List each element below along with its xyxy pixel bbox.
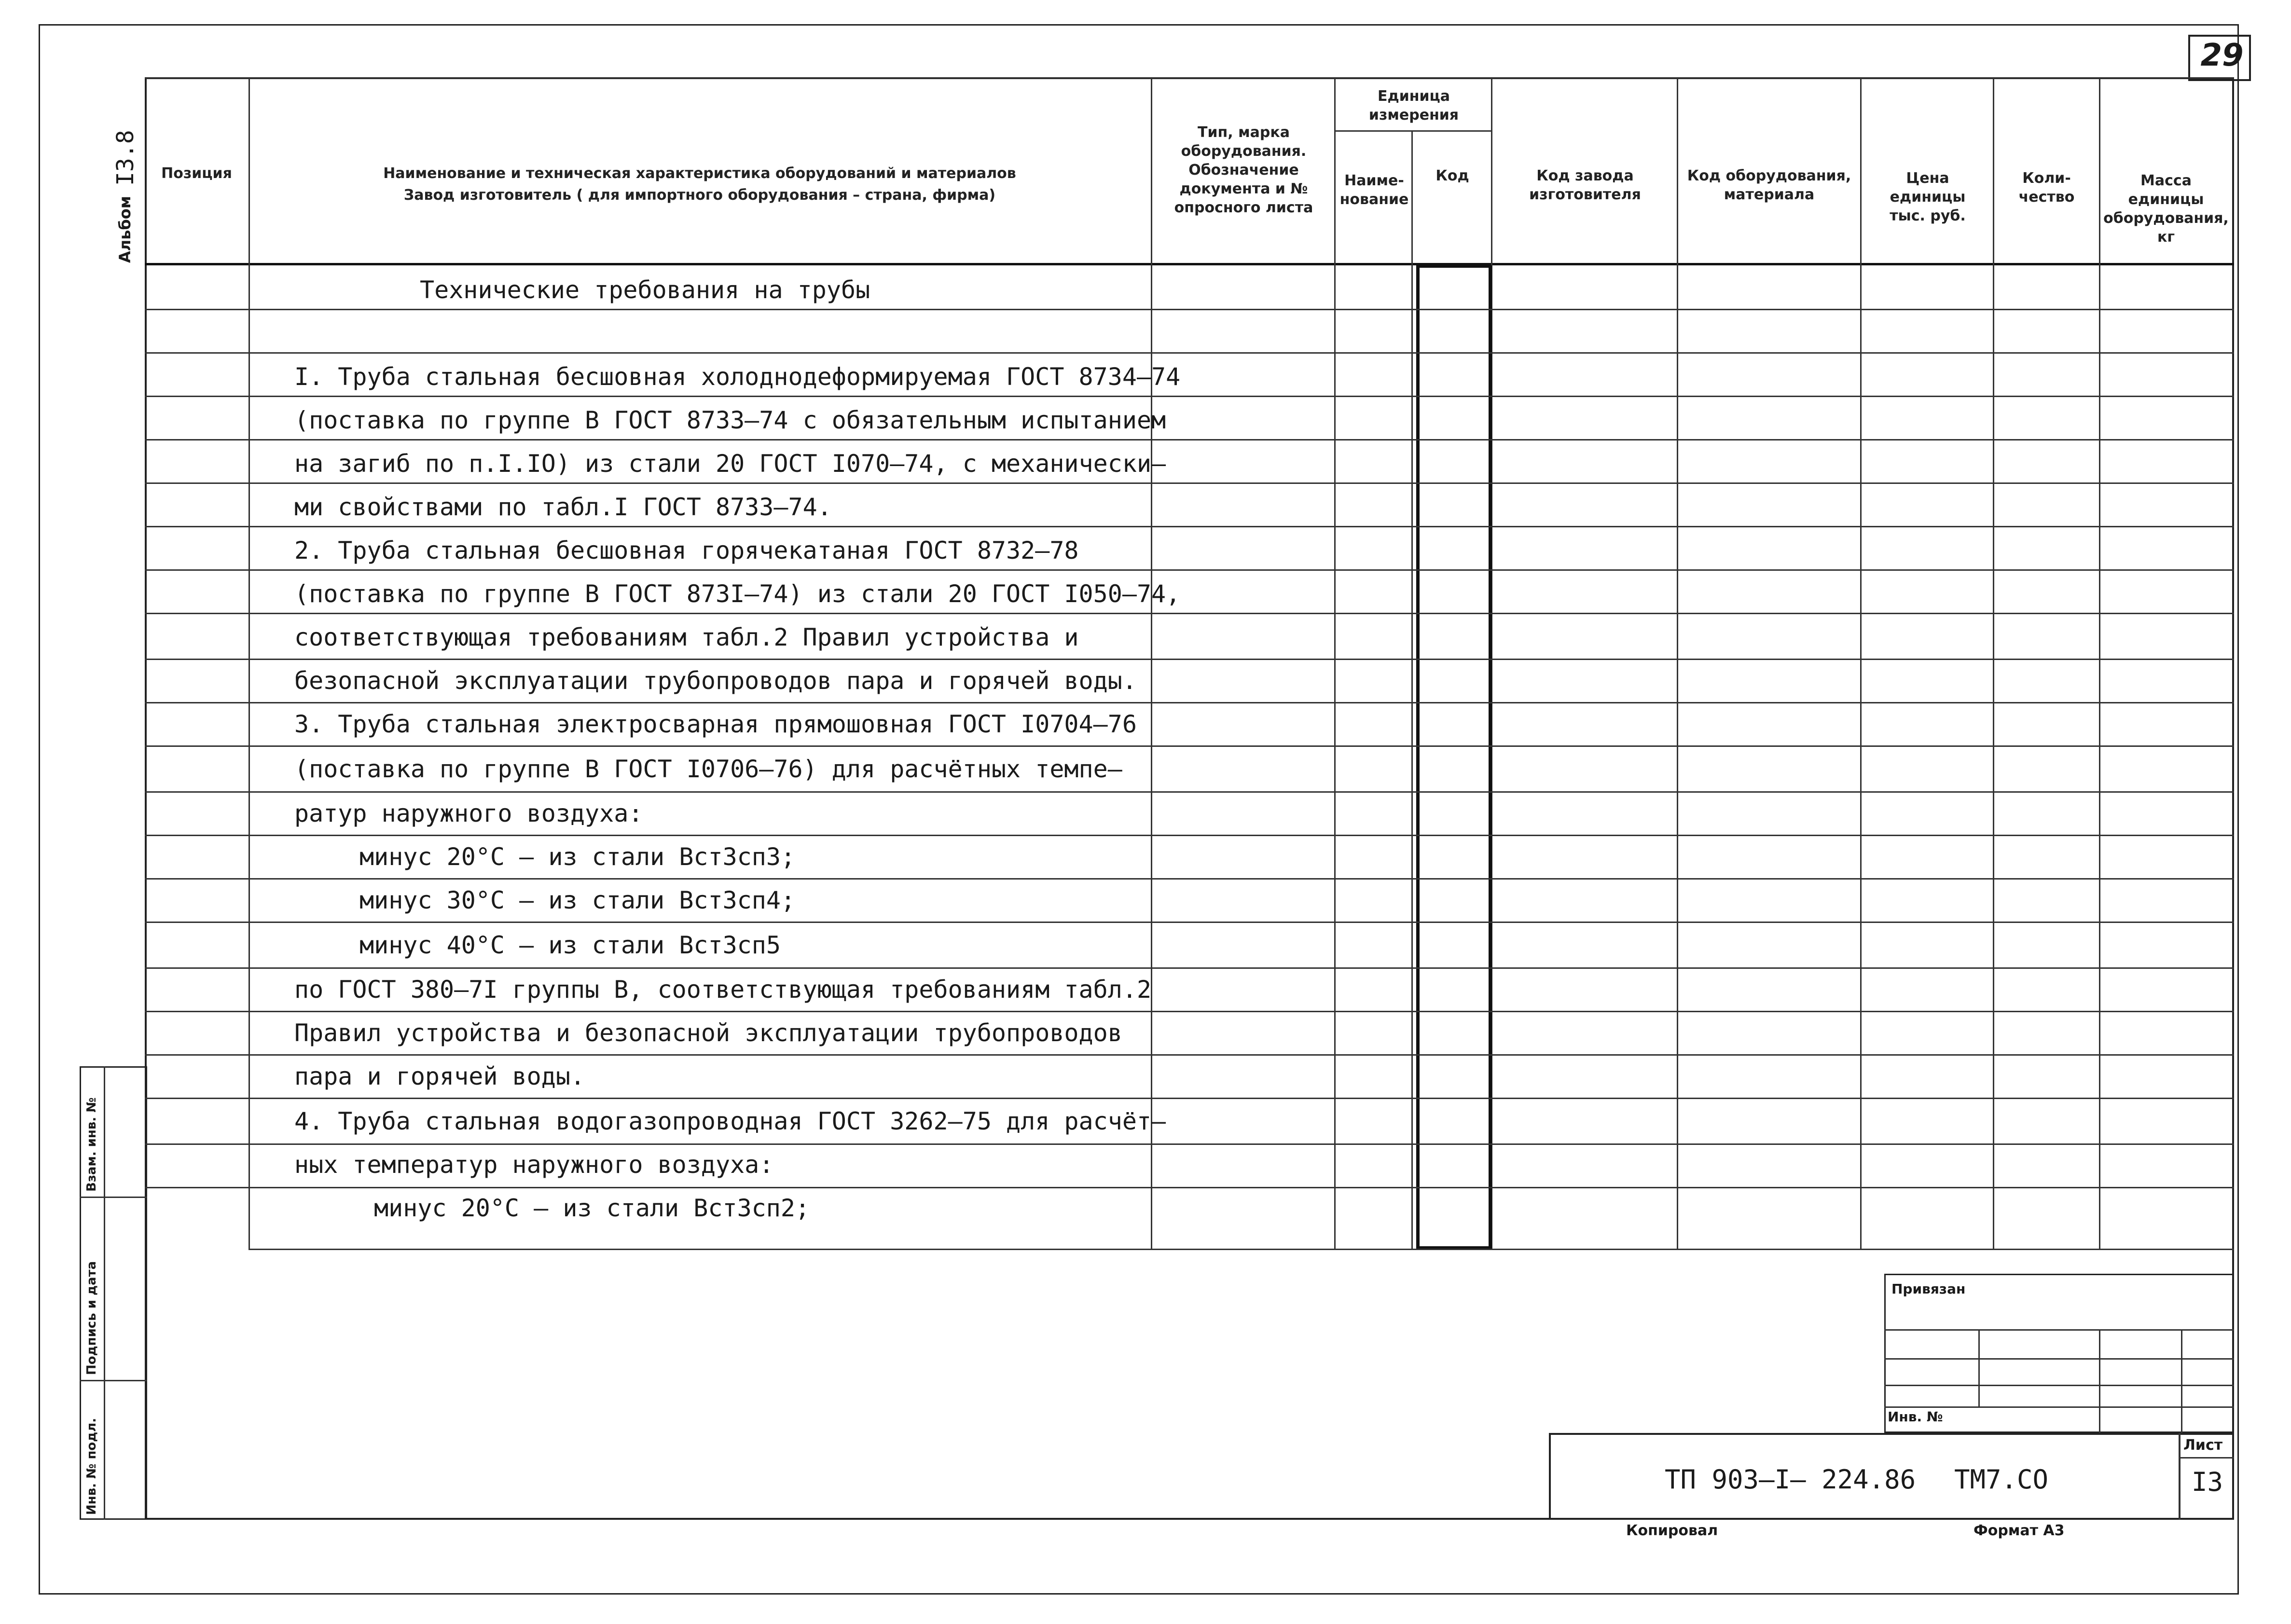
col-line (1860, 77, 1862, 1250)
inv-no-label: Инв. № (1888, 1409, 1943, 1425)
col-line (1411, 130, 1413, 1250)
header-type-l3: Обозначение (1188, 162, 1299, 179)
col-line (1489, 265, 1492, 1250)
row-text: минус 40°С – из стали ВстЗсп5 (359, 931, 781, 959)
header-mass-l2: единицы (2128, 191, 2204, 208)
header-quantity (1994, 169, 2099, 206)
row-text: соответствующая требованиям табл.2 Правил устройства и (294, 623, 1079, 651)
header-unit-group (1337, 87, 1491, 124)
header-mass-l4: кг (2157, 229, 2175, 246)
col-line (1334, 77, 1336, 1250)
col-line (1677, 77, 1678, 1250)
header-price-l2: единицы (1890, 189, 1966, 206)
row-text: по ГОСТ 380–7I группы В, соответствующая требованиям табл.2 (294, 976, 1152, 1004)
header-plant-l1: Код завода (1536, 167, 1634, 184)
row-text: (поставка по группе В ГОСТ 873I–74) из стали 20 ГОСТ I050–74, (294, 580, 1181, 608)
header-qty-l2: чество (2018, 189, 2075, 206)
header-type-l4: документа и № (1179, 180, 1308, 197)
header-position: Позиция (161, 165, 232, 182)
row-text: I. Труба стальная бесшовная холоднодеформируемая ГОСТ 8734–74 (294, 363, 1181, 391)
row-text: ми свойствами по табл.I ГОСТ 8733–74. (294, 493, 832, 521)
side-label-signature-date: Подпись и дата (84, 1261, 99, 1375)
header-unit-name (1336, 171, 1413, 209)
copied-label: Копировал (1626, 1522, 1718, 1539)
header-type (1153, 123, 1334, 217)
row-text: 4. Труба стальная водогазопроводная ГОСТ 3262–75 для расчёт– (294, 1107, 1166, 1135)
sheet-label: Лист (2183, 1437, 2223, 1454)
header-price-l3: тыс. руб. (1890, 207, 1966, 224)
row-text: на загиб по п.I.IO) из стали 20 ГОСТ I070–74, с механически– (294, 450, 1166, 478)
header-eq-l2: материала (1724, 186, 1815, 203)
header-price-l1: Цена (1906, 170, 1949, 187)
header-mass-l1: Масса (2140, 172, 2192, 189)
header-qty-l1: Коли- (2022, 170, 2071, 187)
header-plant-code (1493, 166, 1677, 204)
row-text: минус 30°С – из стали ВстЗсп4; (359, 886, 796, 914)
format-label: Формат А3 (1974, 1522, 2065, 1539)
col-line (1151, 77, 1152, 1250)
header-unit-code: Код (1435, 167, 1469, 184)
header-unit-l1: Единица (1378, 88, 1450, 105)
row-text: ных температур наружного воздуха: (294, 1151, 774, 1179)
header-type-l2: оборудования. (1181, 143, 1307, 160)
header-mass (2100, 171, 2232, 247)
header-name-line2: Завод изготовитель ( для импортного оборудования – страна, фирма) (403, 187, 996, 204)
header-eq-l1: Код оборудования, (1687, 167, 1851, 184)
col-line (1993, 77, 1994, 1250)
row-text: (поставка по группе В ГОСТ 8733–74 с обязательным испытанием (294, 406, 1166, 434)
row-text: (поставка по группе В ГОСТ I0706–76) для расчётных темпе– (294, 755, 1122, 783)
row-text: минус 20°С – из стали ВстЗсп3; (359, 843, 796, 871)
header-price (1863, 169, 1993, 225)
row-text: Правил устройства и безопасной эксплуатации трубопроводов (294, 1019, 1122, 1047)
col-line (2099, 77, 2100, 1250)
side-label-original-inv: Инв. № подл. (84, 1418, 99, 1515)
attached-label: Привязан (1891, 1281, 1966, 1297)
col-line (248, 77, 250, 1250)
header-unit-name-l2: нование (1339, 191, 1409, 208)
col-line (1416, 265, 1420, 1250)
row-title: Технические требования на трубы (420, 276, 870, 304)
row-text: безопасной эксплуатации трубопроводов пара и горячей воды. (294, 667, 1137, 695)
album-label: Альбом (116, 196, 134, 263)
sheet-number: 29 (2200, 38, 2244, 73)
sheet-value: I3 (2191, 1467, 2223, 1497)
header-unit-l2: измерения (1368, 107, 1459, 124)
section-code: ТМ7.СО (1954, 1464, 2049, 1495)
header-plant-l2: изготовителя (1529, 186, 1641, 203)
header-type-l5: опросного листа (1174, 199, 1313, 216)
header-mass-l3: оборудования, (2103, 210, 2229, 227)
header-name-line1: Наименование и техническая характеристика оборудований и материалов (383, 165, 1016, 182)
row-text: минус 20°С – из стали ВстЗсп2; (374, 1194, 810, 1222)
row-text: ратур наружного воздуха: (294, 799, 643, 827)
row-text: пара и горячей воды. (294, 1062, 585, 1090)
header-type-l1: Тип, марка (1198, 124, 1290, 141)
document-code: ТП 903–I– 224.86 (1665, 1464, 1916, 1495)
side-label-replaced-inv: Взам. инв. № (84, 1097, 99, 1192)
header-equipment-code (1678, 166, 1860, 204)
row-text: 3. Труба стальная электросварная прямошовная ГОСТ I0704–76 (294, 710, 1137, 738)
header-unit-name-l1: Наиме- (1344, 172, 1404, 189)
album-number: I3.8 (112, 130, 139, 186)
row-text: 2. Труба стальная бесшовная горячекатаная ГОСТ 8732–78 (294, 537, 1079, 564)
